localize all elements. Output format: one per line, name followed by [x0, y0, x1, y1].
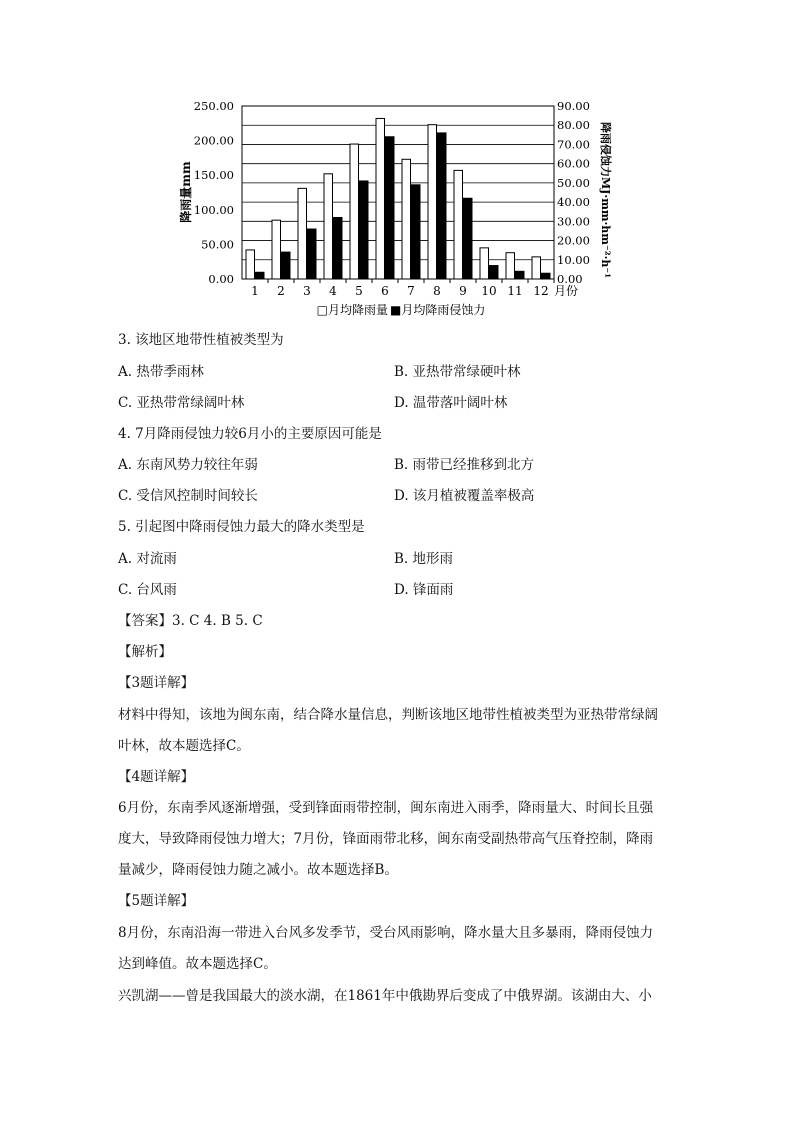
- q3-option-d: D. 温带落叶阔叶林: [394, 395, 508, 411]
- right-tick-label: 60.00: [557, 156, 590, 171]
- chart-gridlines: [242, 125, 554, 260]
- q5-stem: 5. 引起图中降雨侵蚀力最大的降水类型是: [118, 519, 365, 535]
- left-axis-label: 降雨量mm: [179, 161, 193, 223]
- bar-erosivity-3: [308, 229, 317, 279]
- left-tick-label: 50.00: [201, 237, 234, 252]
- bar-erosivity-1: [256, 272, 265, 279]
- left-tick-label: 100.00: [193, 202, 234, 217]
- detail-4-title: 【4题详解】: [118, 769, 195, 785]
- answer-line: 【答案】3. C 4. B 5. C: [118, 613, 263, 629]
- bar-rainfall-5: [350, 144, 359, 279]
- x-axis-ticks: [251, 279, 554, 298]
- q4-option-c: C. 受信风控制时间较长: [118, 488, 258, 504]
- x-tick-label: 2: [277, 284, 285, 298]
- legend-erosivity: ■月均降雨侵蚀力: [390, 303, 486, 317]
- bar-rainfall-11: [506, 253, 515, 279]
- bar-rainfall-10: [480, 248, 489, 279]
- left-axis-ticks: [194, 99, 234, 286]
- detail-4-line-3: 量减少，降雨侵蚀力随之减小。故本题选择B。: [118, 862, 398, 878]
- detail-3-title: 【3题详解】: [118, 675, 195, 691]
- detail-3-line-2: 叶林，故本题选择C。: [118, 738, 250, 754]
- q4-stem: 4. 7月降雨侵蚀力较6月小的主要原因可能是: [118, 426, 382, 442]
- right-tick-label: 40.00: [557, 195, 590, 210]
- x-tick-label: 1: [251, 284, 259, 298]
- bar-rainfall-3: [298, 188, 307, 279]
- bar-rainfall-8: [428, 125, 437, 279]
- bar-erosivity-10: [490, 266, 499, 279]
- bar-erosivity-5: [360, 181, 369, 279]
- rainfall-erosivity-chart: [170, 92, 630, 332]
- bar-erosivity-12: [542, 273, 551, 279]
- bar-erosivity-8: [438, 133, 447, 279]
- bar-erosivity-2: [282, 252, 291, 279]
- x-tick-label: 5: [355, 284, 363, 298]
- detail-4-line-2: 度大，导致降雨侵蚀力增大；7月份，锋面雨带北移，闽东南受副热带高气压脊控制，降雨: [118, 831, 654, 847]
- bar-rainfall-2: [272, 220, 281, 279]
- detail-5-line-1: 8月份，东南沿海一带进入台风多发季节，受台风雨影响，降水量大且多暴雨，降雨侵蚀力: [118, 925, 654, 941]
- detail-4-line-1: 6月份，东南季风逐渐增强，受到锋面雨带控制，闽东南进入雨季，降雨量大、时间长且强: [118, 800, 654, 816]
- bar-erosivity-9: [464, 198, 473, 279]
- q4-option-d: D. 该月植被覆盖率极高: [394, 488, 535, 504]
- x-tick-label: 4: [329, 284, 337, 298]
- analysis-title: 【解析】: [118, 644, 172, 660]
- x-tick-label: 8: [433, 284, 441, 298]
- right-axis-label: 降雨侵蚀力MJ·mm·hm⁻²·h⁻¹: [599, 121, 612, 279]
- bar-rainfall-1: [246, 250, 255, 279]
- left-tick-label: 250.00: [193, 99, 234, 113]
- x-tick-label: 3: [303, 284, 311, 298]
- q5-option-b: B. 地形雨: [394, 551, 454, 567]
- bar-erosivity-11: [516, 271, 525, 279]
- bar-erosivity-4: [334, 217, 343, 279]
- right-tick-label: 30.00: [557, 214, 590, 229]
- q3-stem: 3. 该地区地带性植被类型为: [118, 332, 284, 348]
- right-tick-label: 10.00: [557, 252, 590, 267]
- bar-rainfall-7: [402, 159, 411, 279]
- bar-erosivity-6: [386, 137, 395, 279]
- bar-rainfall-4: [324, 174, 333, 279]
- detail-5-line-2: 达到峰值。故本题选择C。: [118, 956, 277, 972]
- x-tick-label: 9: [459, 284, 467, 298]
- detail-3-line-1: 材料中得知，该地为闽东南，结合降水量信息，判断该地区地带性植被类型为亚热带常绿阔: [118, 707, 658, 723]
- q3-option-c: C. 亚热带常绿阔叶林: [118, 395, 245, 411]
- q3-option-b: B. 亚热带常绿硬叶林: [394, 364, 521, 380]
- detail-5-title: 【5题详解】: [118, 893, 195, 909]
- left-tick-label: 150.00: [193, 168, 234, 183]
- right-tick-label: 0.00: [557, 272, 583, 286]
- q4-option-b: B. 雨带已经推移到北方: [394, 457, 535, 473]
- right-tick-label: 20.00: [557, 233, 590, 248]
- x-tick-label: 12: [533, 284, 549, 298]
- next-passage-line: 兴凯湖——曾是我国最大的淡水湖，在1861年中俄勘界后变成了中俄界湖。该湖由大、小: [118, 988, 652, 1004]
- x-tick-label: 11: [507, 284, 523, 298]
- bar-rainfall-9: [454, 170, 463, 279]
- x-tick-label: 10: [481, 284, 497, 298]
- x-tick-label: 7: [407, 284, 415, 298]
- q3-option-a: A. 热带季雨林: [118, 364, 204, 380]
- x-axis-label: 月份: [553, 284, 579, 298]
- right-tick-label: 50.00: [557, 175, 590, 190]
- right-tick-label: 80.00: [557, 118, 590, 133]
- chart-bars: [246, 118, 550, 279]
- right-tick-label: 70.00: [557, 137, 590, 152]
- right-axis-ticks: [557, 99, 590, 286]
- left-tick-label: 0.00: [208, 272, 234, 286]
- bar-rainfall-6: [376, 118, 385, 279]
- right-tick-label: 90.00: [557, 99, 590, 113]
- left-tick-label: 200.00: [193, 133, 234, 148]
- q5-option-d: D. 锋面雨: [394, 582, 454, 598]
- q5-option-a: A. 对流雨: [118, 551, 177, 567]
- x-tick-label: 6: [381, 284, 389, 298]
- bar-erosivity-7: [412, 185, 421, 279]
- q4-option-a: A. 东南风势力较往年弱: [118, 457, 258, 473]
- legend-rainfall: □月均降雨量: [316, 303, 388, 317]
- bar-rainfall-12: [532, 257, 541, 279]
- q5-option-c: C. 台风雨: [118, 582, 177, 598]
